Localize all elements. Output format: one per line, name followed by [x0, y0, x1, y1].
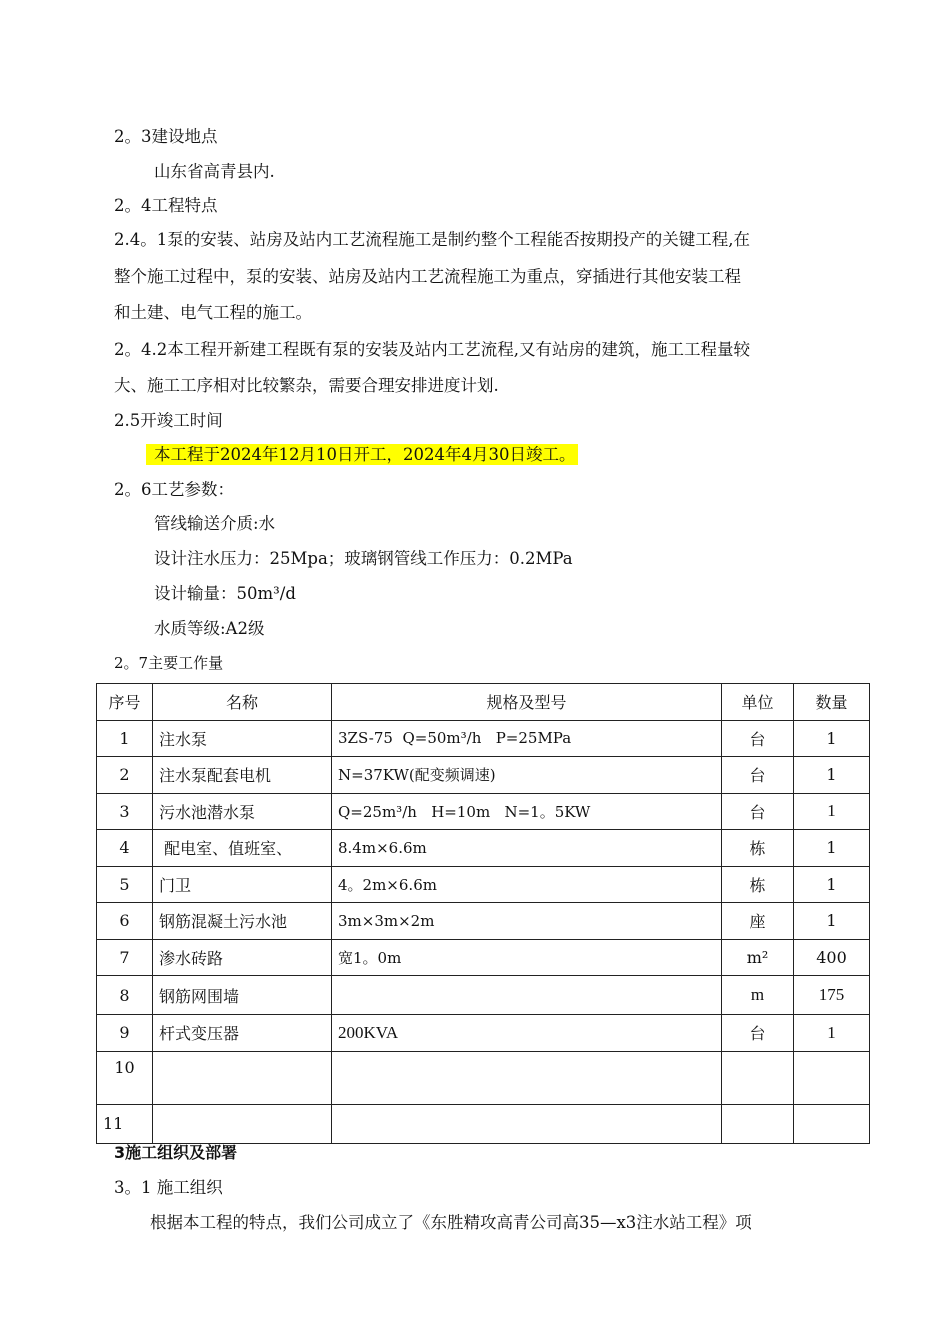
cell-index: 2 [97, 757, 153, 794]
cell-index: 4 [97, 830, 153, 867]
cell-spec: 8.4m×6.6m [332, 830, 722, 867]
table-row [97, 1015, 870, 1052]
cell-name: 钢筋混凝土污水池 [153, 903, 332, 940]
construction-location: 山东省高青县内. [154, 162, 275, 181]
cell-name [153, 1051, 332, 1104]
paragraph-2-4-1-line1: 2.4。1泵的安装、站房及站内工艺流程施工是制约整个工程能否按期投产的关键工程,在 [114, 230, 750, 249]
cell-index: 9 [97, 1015, 153, 1052]
cell-quantity [794, 1051, 870, 1104]
table-row [97, 757, 870, 794]
header-unit: 单位 [722, 684, 794, 721]
header-quantity: 数量 [794, 684, 870, 721]
cell-spec: 200KVA [332, 1015, 722, 1052]
table-header-row [97, 684, 870, 721]
cell-spec: 宽1。0m [332, 939, 722, 976]
cell-unit: m² [722, 939, 794, 976]
param-flow: 设计输量：50m³/d [154, 584, 296, 603]
cell-unit [722, 1051, 794, 1104]
header-index: 序号 [97, 684, 153, 721]
heading-2-6: 2。6工艺参数： [114, 480, 234, 499]
cell-name: 配电室、值班室、 [153, 830, 332, 867]
cell-index: 1 [97, 720, 153, 757]
cell-unit: 台 [722, 757, 794, 794]
table-row [97, 1051, 870, 1104]
cell-quantity: 1 [794, 866, 870, 903]
cell-spec [332, 1051, 722, 1104]
cell-name: 注水泵配套电机 [153, 757, 332, 794]
heading-2-3: 2。3建设地点 [114, 127, 218, 146]
cell-index: 8 [97, 976, 153, 1015]
header-spec: 规格及型号 [332, 684, 722, 721]
heading-3: 3施工组织及部署 [114, 1143, 238, 1162]
cell-spec: 4。2m×6.6m [332, 866, 722, 903]
cell-name: 杆式变压器 [153, 1015, 332, 1052]
table-row [97, 1104, 870, 1143]
cell-name: 钢筋网围墙 [153, 976, 332, 1015]
cell-quantity: 400 [794, 939, 870, 976]
heading-2-5: 2.5开竣工时间 [114, 411, 223, 430]
heading-2-7: 2。7主要工作量 [114, 654, 224, 672]
param-medium: 管线输送介质:水 [154, 514, 276, 533]
param-water-quality: 水质等级:A2级 [154, 619, 265, 638]
cell-name: 门卫 [153, 866, 332, 903]
cell-index: 7 [97, 939, 153, 976]
paragraph-2-4-1-line2: 整个施工过程中，泵的安装、站房及站内工艺流程施工为重点，穿插进行其他安装工程 [114, 267, 741, 286]
cell-spec: N=37KW(配变频调速) [332, 757, 722, 794]
paragraph-2-4-2-line1: 2。4.2本工程开新建工程既有泵的安装及站内工艺流程,又有站房的建筑，施工工程量较 [114, 340, 750, 359]
cell-unit: 栋 [722, 830, 794, 867]
cell-quantity: 175 [794, 976, 870, 1015]
table-row [97, 866, 870, 903]
cell-quantity: 1 [794, 793, 870, 830]
cell-unit: 台 [722, 793, 794, 830]
cell-index: 11 [97, 1104, 153, 1143]
highlighted-schedule-text: 本工程于2024年12月10日开工，2024年4月30日竣工。 [146, 444, 578, 465]
cell-spec [332, 976, 722, 1015]
table-row [97, 720, 870, 757]
cell-name: 注水泵 [153, 720, 332, 757]
cell-index: 3 [97, 793, 153, 830]
cell-name: 污水池潜水泵 [153, 793, 332, 830]
cell-index: 10 [97, 1051, 153, 1104]
cell-unit: m [722, 976, 794, 1015]
cell-name: 渗水砖路 [153, 939, 332, 976]
cell-name [153, 1104, 332, 1143]
paragraph-2-4-2-line2: 大、施工工序相对比较繁杂，需要合理安排进度计划. [114, 376, 499, 395]
cell-quantity: 1 [794, 720, 870, 757]
cell-quantity: 1 [794, 1015, 870, 1052]
cell-unit: 台 [722, 1015, 794, 1052]
cell-index: 6 [97, 903, 153, 940]
cell-quantity: 1 [794, 830, 870, 867]
cell-spec: Q=25m³/h H=10m N=1。5KW [332, 793, 722, 830]
cell-quantity: 1 [794, 757, 870, 794]
cell-unit: 座 [722, 903, 794, 940]
table-row [97, 976, 870, 1015]
cell-unit [722, 1104, 794, 1143]
paragraph-3-1: 根据本工程的特点，我们公司成立了《东胜精攻高青公司高35—x3注水站工程》项 [150, 1213, 752, 1232]
heading-3-1: 3。1 施工组织 [114, 1178, 223, 1197]
cell-quantity [794, 1104, 870, 1143]
header-name: 名称 [153, 684, 332, 721]
table-row [97, 793, 870, 830]
paragraph-2-4-1-line3: 和土建、电气工程的施工。 [114, 303, 312, 322]
cell-index: 5 [97, 866, 153, 903]
table-row [97, 830, 870, 867]
cell-spec: 3m×3m×2m [332, 903, 722, 940]
cell-spec: 3ZS-75 Q=50m³/h P=25MPa [332, 720, 722, 757]
table-row [97, 939, 870, 976]
cell-unit: 台 [722, 720, 794, 757]
cell-quantity: 1 [794, 903, 870, 940]
schedule-highlight [146, 444, 578, 466]
cell-unit: 栋 [722, 866, 794, 903]
table-row [97, 903, 870, 940]
workload-table [96, 683, 870, 1144]
cell-spec [332, 1104, 722, 1143]
param-pressure: 设计注水压力：25Mpa；玻璃钢管线工作压力：0.2MPa [154, 549, 573, 568]
heading-2-4: 2。4工程特点 [114, 196, 218, 215]
